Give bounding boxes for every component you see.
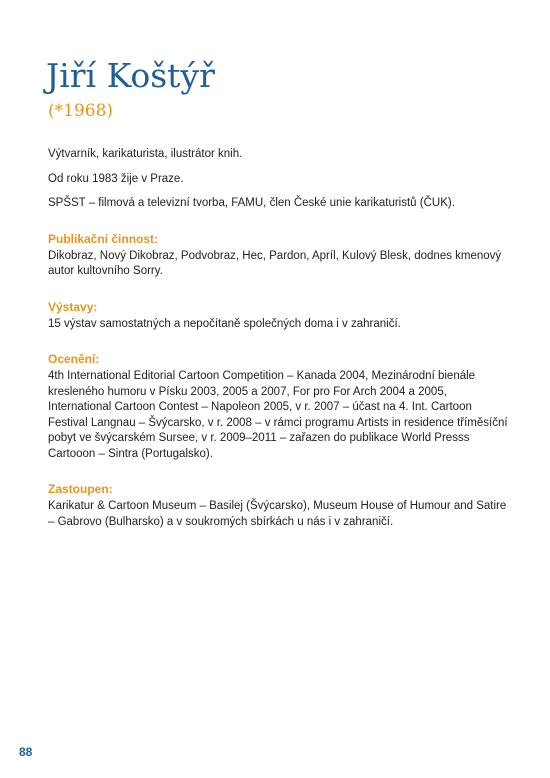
person-name: Jiří Koštýř [46, 56, 215, 95]
section-text-exhibitions: 15 výstav samostatných a nepočítaně společných doma i v zahraničí. [48, 317, 401, 330]
page-number: 88 [19, 745, 33, 759]
biography-content [48, 147, 510, 530]
section-heading-awards: Ocenění: [48, 352, 100, 366]
section-text-represented: Karikatur & Cartoon Museum – Basilej (Švýcarsko), Museum House of Humour and Satire – Gabrovo (Bulharsko) a v soukromých sbírkách u nás i v zahraničí. [48, 500, 507, 528]
intro-line-profession: Výtvarník, karikaturista, ilustrátor knih. [48, 148, 243, 160]
birth-year: (*1968) [48, 101, 114, 121]
intro-line-residence: Od roku 1983 žije v Praze. [48, 172, 184, 185]
section-text-publications: Dikobraz, Nový Dikobraz, Podvobraz, Hec, Pardon, Apríl, Kulový Blesk, dodnes kmenový autor kultovního Sorry. [48, 249, 502, 277]
section-text-awards: 4th International Editorial Cartoon Competition – Kanada 2004, Mezinárodní bienále kresleného humoru v Písku 2003, 2005 a 2007, For pro For Arch 2004 a 2005, International Cartoon Contest – Napoleon 2005, v r. 2007 – účast na 4. Int. Cartoon Festival Langnau – Švýcarsko, v r. 2008 – v rámci programu Artists in residence tříměsíční pobyt ve švýcarském Sursee, v r. 2009–2011 – zařazen do publikace World Presss Cartooon – Sintra (Portugalsko). [48, 370, 508, 460]
section-heading-publications: Publikační činnost: [48, 231, 159, 246]
section-heading-exhibitions: Výstavy: [48, 299, 98, 314]
section-heading-represented: Zastoupen: [48, 482, 113, 496]
intro-line-education: SPŠST – filmová a televizní tvorba, FAMU, člen České unie karikaturistů (ČUK). [48, 197, 455, 209]
